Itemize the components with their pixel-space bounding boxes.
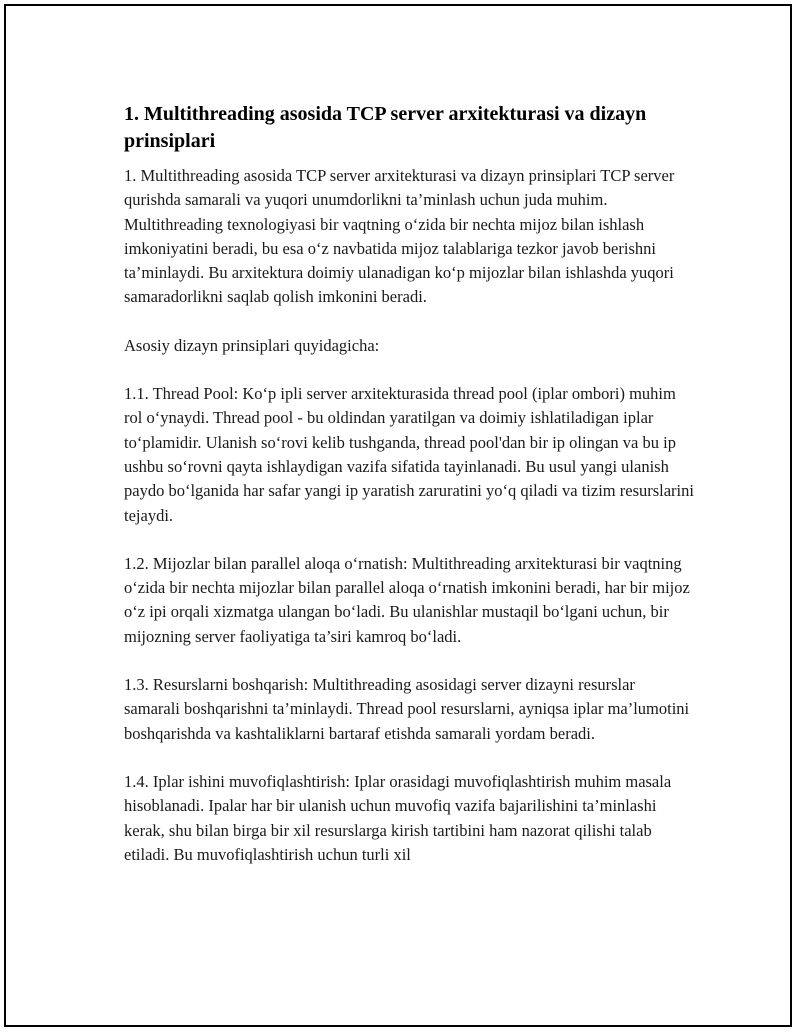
- paragraph-intro: 1. Multithreading asosida TCP server arxitekturasi va dizayn prinsiplari TCP server qurishda samarali va yuqori unumdorlikni ta’minlash uchun juda muhim. Multithreading texnologiyasi bir vaqtning o‘zida bir nechta mijoz bilan ishlash imkoniyatini beradi, bu esa o‘z navbatida mijoz talablariga tezkor javob berishni ta’minlaydi. Bu arxitektura doimiy ulanadigan ko‘p mijozlar bilan ishlashda yuqori samaradorlikni saqlab qolish imkonini beradi.: [124, 166, 675, 307]
- paragraph-resource-management: 1.3. Resurslarni boshqarish: Multithreading asosidagi server dizayni resurslar samarali boshqarishni ta’minlaydi. Thread pool resurslarni, ayniqsa iplar ma’lumotini boshqarishda va kashtaliklarni bartaraf etishda samarali yordam beradi.: [124, 675, 690, 743]
- document-body: [124, 101, 694, 891]
- paragraph-parallel-communication: 1.2. Mijozlar bilan parallel aloqa o‘rnatish: Multithreading arxitekturasi bir vaqtning o‘zida bir nechta mijozlar bilan parallel aloqa o‘rnatish imkonini beradi, har bir mijoz o‘z ipi orqali xizmatga ulangan bo‘ladi. Bu ulanishlar mustaqil bo‘lgani uchun, bir mijozning server faoliyatiga ta’siri kamroq bo‘ladi.: [124, 553, 690, 646]
- paragraph-thread-coordination: 1.4. Iplar ishini muvofiqlashtirish: Iplar orasidagi muvofiqlashtirish muhim masala hisoblanadi. Ipalar har bir ulanish uchun muvofiq vazifa bajarilishini ta’minlashi kerak, shu bilan birga bir xil resurslarga kirish tartibini ham nazorat qilishi talab etiladi. Bu muvofiqlashtirish uchun turli xil: [124, 771, 672, 864]
- document-title: 1. Multithreading asosida TCP server arxitekturasi va dizayn prinsiplari: [124, 103, 647, 152]
- document-page: [4, 4, 792, 1027]
- paragraph-thread-pool: 1.1. Thread Pool: Ko‘p ipli server arxitekturasida thread pool (iplar ombori) muhim rol o‘ynaydi. Thread pool - bu oldindan yaratilgan va doimiy ishlatiladigan iplar to‘plamidir. Ulanish so‘rovi kelib tushganda, thread pool'dan bir ip olingan va bu ip ushbu so‘rovni qayta ishlaydigan vazifa sifatida tayinlanadi. Bu usul yangi ulanish paydo bo‘lganida har safar yangi ip yaratish zaruratini yo‘q qiladi va tizim resurslarini tejaydi.: [124, 384, 694, 525]
- paragraph-principles-heading: Asosiy dizayn prinsiplari quyidagicha:: [124, 335, 380, 355]
